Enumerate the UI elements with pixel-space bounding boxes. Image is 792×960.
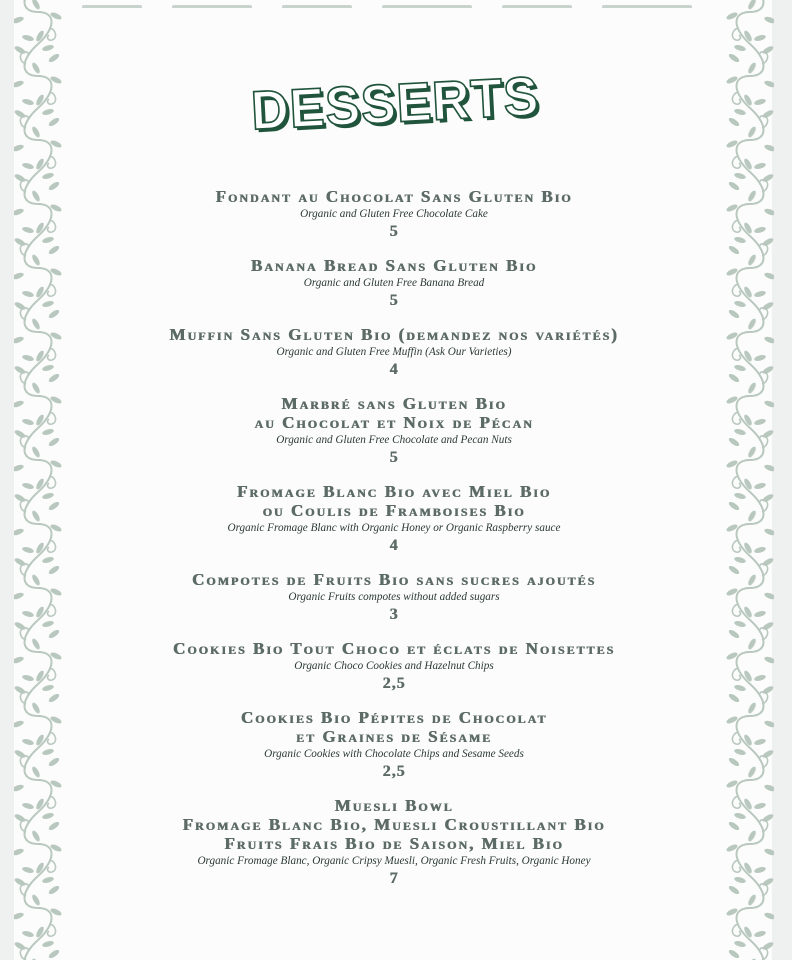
menu-item-price: 5 <box>389 223 399 240</box>
menu-title <box>62 66 726 142</box>
menu-item-description: Organic Cookies with Chocolate Chips and Sesame Seeds <box>264 748 524 760</box>
menu-item-name <box>62 187 726 206</box>
menu-item-description: Organic and Gluten Free Muffin (Ask Our Varieties) <box>276 346 512 358</box>
menu-item-name-line: Fromage Blanc Bio, Muesli Croustillant Bio <box>182 815 606 834</box>
menu-item <box>62 796 726 888</box>
menu-item <box>62 482 726 555</box>
menu-item-name-line: Fruits Frais Bio de Saison, Miel Bio <box>224 834 564 853</box>
menu-item-name-line: Muffin Sans Gluten Bio (demandez nos variétés) <box>169 325 619 344</box>
dessert-list <box>62 187 726 903</box>
menu-item-name <box>62 570 726 589</box>
menu-item-description: Organic Fromage Blanc, Organic Cripsy Muesli, Organic Fresh Fruits, Organic Honey <box>197 855 591 867</box>
vine-pattern-icon <box>14 0 62 960</box>
menu-item <box>62 394 726 467</box>
menu-item <box>62 708 726 781</box>
menu-item-name-line: Banana Bread Sans Gluten Bio <box>250 256 538 275</box>
menu-item <box>62 187 726 241</box>
menu-item-price: 5 <box>389 292 399 309</box>
vine-pattern-icon <box>726 0 774 960</box>
menu-item-description: Organic Fruits compotes without added sugars <box>288 591 500 603</box>
menu-item-price: 2,5 <box>382 763 406 780</box>
menu-item-name-line: Cookies Bio Tout Choco et éclats de Noisettes <box>172 639 616 658</box>
menu-content <box>62 0 726 960</box>
menu-item-name-line: au Chocolat et Noix de Pécan <box>254 413 534 432</box>
menu-item-name-line: Fondant au Chocolat Sans Gluten Bio <box>215 187 573 206</box>
menu-item-name <box>62 796 726 853</box>
menu-item-name-line: Marbré sans Gluten Bio <box>281 394 507 413</box>
menu-item-name <box>62 394 726 432</box>
menu-item-description: Organic Fromage Blanc with Organic Honey or Organic Raspberry sauce <box>227 522 561 534</box>
menu-item-description: Organic and Gluten Free Chocolate Cake <box>300 208 488 220</box>
menu-item-price: 4 <box>389 361 399 378</box>
menu-item-price: 7 <box>389 870 399 887</box>
menu-item <box>62 570 726 624</box>
menu-item-name-line: Cookies Bio Pépites de Chocolat <box>240 708 548 727</box>
menu-item-description: Organic and Gluten Free Chocolate and Pecan Nuts <box>276 434 512 446</box>
menu-item-name-line: Compotes de Fruits Bio sans sucres ajoutés <box>191 570 597 589</box>
menu-title-text: DESSERTS <box>249 66 541 142</box>
menu-item-name <box>62 325 726 344</box>
menu-item-price: 5 <box>389 449 399 466</box>
menu-item-name-line: et Graines de Sésame <box>295 727 493 746</box>
menu-item-description: Organic and Gluten Free Banana Bread <box>303 277 485 289</box>
menu-item <box>62 639 726 693</box>
menu-item-name-line: ou Coulis de Framboises Bio <box>262 501 526 520</box>
menu-item-name-line: Muesli Bowl <box>334 796 454 815</box>
menu-item-price: 4 <box>389 537 399 554</box>
menu-item-price: 3 <box>389 606 399 623</box>
left-edge-strip <box>0 0 14 960</box>
menu-item-name <box>62 482 726 520</box>
menu-item-name <box>62 708 726 746</box>
menu-item <box>62 256 726 310</box>
menu-item <box>62 325 726 379</box>
menu-item-name-line: Fromage Blanc Bio avec Miel Bio <box>236 482 552 501</box>
menu-item-price: 2,5 <box>382 675 406 692</box>
menu-item-description: Organic Choco Cookies and Hazelnut Chips <box>294 660 494 672</box>
menu-item-name <box>62 639 726 658</box>
right-edge-strip <box>772 0 792 960</box>
menu-item-name <box>62 256 726 275</box>
